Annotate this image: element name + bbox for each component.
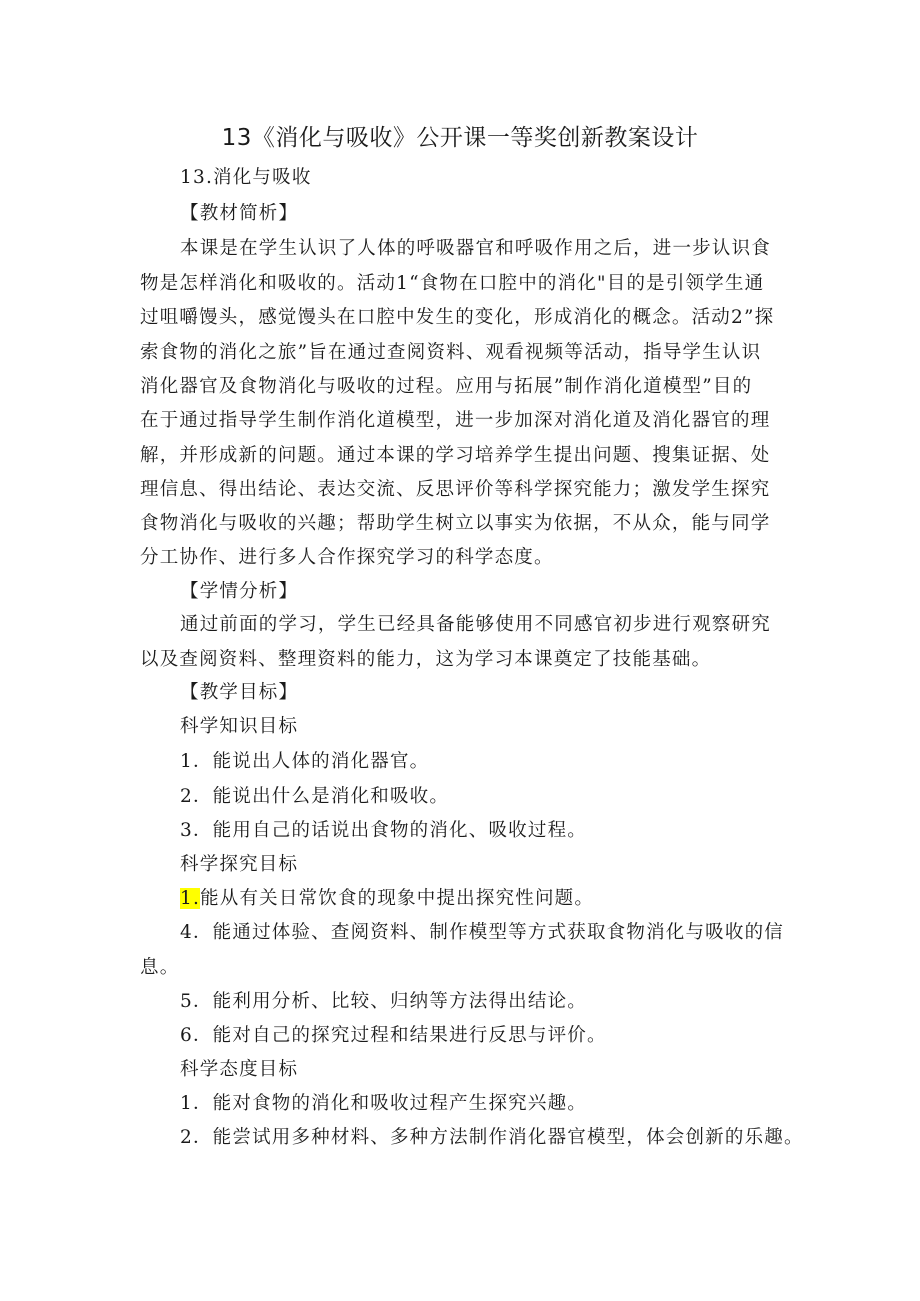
- inquiry-goal-text: 能从有关日常饮食的现象中提出探究性问题。: [200, 888, 595, 909]
- inquiry-goals-heading: 科学探究目标: [180, 854, 299, 875]
- section-heading-goals: 【教学目标】: [180, 682, 299, 703]
- paragraph-line: 物是怎样消化和吸收的。活动1“食物在口腔中的消化"目的是引领学生通: [140, 273, 765, 294]
- section-heading-students: 【学情分析】: [180, 581, 299, 602]
- paragraph-line: 通过前面的学习，学生已经具备能够使用不同感官初步进行观察研究: [180, 614, 772, 635]
- knowledge-goal-item: 1．能说出人体的消化器官。: [180, 751, 430, 772]
- paragraph-line: 过咀嚼馒头，感觉馒头在口腔中发生的变化，形成消化的概念。活动2”探: [140, 307, 775, 328]
- paragraph-line: 以及查阅资料、整理资料的能力，这为学习本课奠定了技能基础。: [140, 649, 712, 670]
- paragraph-line: 索食物的消化之旅”旨在通过查阅资料、观看视频等活动，指导学生认识: [140, 342, 762, 363]
- attitude-goals-heading: 科学态度目标: [180, 1059, 299, 1080]
- paragraph-line: 分工协作、进行多人合作探究学习的科学态度。: [140, 547, 554, 568]
- paragraph-line: 本课是在学生认识了人体的呼吸器官和呼吸作用之后，进一步认识食: [180, 238, 772, 259]
- paragraph-line: 理信息、得出结论、表达交流、反思评价等科学探究能力；激发学生探究: [140, 479, 771, 500]
- paragraph-line: 解，并形成新的问题。通过本课的学习培养学生提出问题、搜集证据、处: [140, 445, 771, 466]
- lesson-subtitle: 13.消化与吸收: [180, 167, 312, 188]
- attitude-goal-item: 2．能尝试用多种材料、多种方法制作消化器官模型，体会创新的乐趣。: [180, 1127, 804, 1148]
- attitude-goal-item: 1．能对食物的消化和吸收过程产生探究兴趣。: [180, 1093, 587, 1114]
- knowledge-goal-item: 2．能说出什么是消化和吸收。: [180, 786, 450, 807]
- paragraph-line: 食物消化与吸收的兴趣；帮助学生树立以事实为依据，不从众，能与同学: [140, 513, 771, 534]
- section-heading-materials: 【教材简析】: [180, 203, 299, 224]
- inquiry-goal-item: 6．能对自己的探究过程和结果进行反思与评价。: [180, 1025, 607, 1046]
- document-title: 13《消化与吸收》公开课一等奖创新教案设计: [221, 125, 699, 151]
- inquiry-goal-item: 5．能利用分析、比较、归纳等方法得出结论。: [180, 991, 587, 1012]
- inquiry-goal-item-continuation: 息。: [140, 957, 180, 978]
- knowledge-goals-heading: 科学知识目标: [180, 716, 299, 737]
- knowledge-goal-item: 3．能用自己的话说出食物的消化、吸收过程。: [180, 820, 587, 841]
- paragraph-line: 消化器官及食物消化与吸收的过程。应用与拓展”制作消化道模型”目的: [140, 376, 753, 397]
- highlighted-item-number: 1.: [180, 888, 201, 909]
- inquiry-goal-item: [180, 887, 594, 911]
- paragraph-line: 在于通过指导学生制作消化道模型，进一步加深对消化道及消化器官的理: [140, 410, 771, 431]
- inquiry-goal-item: 4．能通过体验、查阅资料、制作模型等方式获取食物消化与吸收的信: [180, 922, 784, 943]
